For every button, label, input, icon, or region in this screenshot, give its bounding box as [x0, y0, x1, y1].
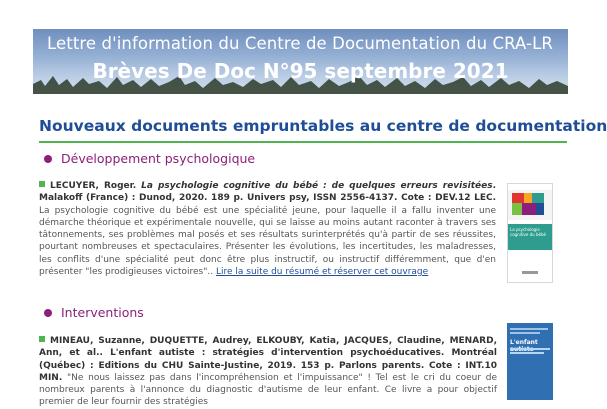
cover-subtitle-decoration — [510, 352, 544, 354]
newsletter-banner — [33, 29, 568, 94]
cover-text-line-decoration — [510, 328, 548, 330]
entry-authors: MINEAU, Suzanne, DUQUETTE, Audrey, ELKOUBY, Katia, JACQUES, Claudine, MENARD, Ann, et al.. — [39, 336, 497, 359]
publisher-logo-decoration — [522, 271, 538, 274]
document-entry — [39, 335, 497, 409]
category-heading-developpement — [44, 151, 444, 166]
category-heading-interventions — [44, 305, 444, 320]
book-cover-illustration — [508, 190, 552, 220]
square-bullet-icon — [39, 181, 45, 187]
entry-authors: LECUYER, Roger. — [50, 181, 137, 191]
newsletter-subtitle: Lettre d'information du Centre de Documentation du CRA-LR — [47, 34, 553, 53]
bullet-dot-icon — [44, 309, 52, 317]
section-title: Nouveaux documents empruntables au centre de documentation — [39, 117, 607, 135]
newsletter-title: Brèves De Doc N°95 septembre 2021 — [92, 59, 509, 83]
book-cover-title: La psychologie cognitive du bébé — [508, 224, 552, 250]
category-label: Développement psychologique — [61, 151, 256, 166]
entry-summary: "Ne nous laissez pas dans l'incompréhension et l'impuissance" ! Tel est le cri du coeur de nombreux parents à l'annonce du diagnostic d'autisme de leur enfant. Ce livre a pour objectif premier de leur fournir des stratégies — [39, 372, 497, 408]
bullet-dot-icon — [44, 155, 52, 163]
read-more-link[interactable]: Lire la suite du résumé et réserver cet ouvrage — [215, 267, 429, 278]
document-entry — [39, 180, 496, 278]
entry-details: . Malakoff (France) : Dunod, 2020. 189 p. Univers psy, ISSN 2556-4137. Cote : DEV.12 LEC. — [39, 181, 496, 204]
section-divider — [39, 141, 567, 143]
square-bullet-icon — [39, 336, 45, 342]
cover-subtitle-decoration — [510, 348, 550, 350]
entry-summary: La psychologie cognitive du bébé est une spécialité jeune, pour laquelle il a fallu inventer une démarche théorique et expérimentale nouvelle, qui se laisse au moins autant raconter à travers ses tâtonnements, ses problèmes mal posés et ses résultats surinterprétés qu'à partir de ses réussites, pourtant nombreuses et spectaculaires. Présenter les évolutions, les incertitudes, les maladresses, les conflits d'une spécialité peut donc être plus instructif, ou instructif différemment, que d'en présenter "les prodigieuses victoires".. — [39, 205, 496, 278]
entry-title: La psychologie cognitive du bébé : de quelques erreurs revisitées — [141, 181, 493, 191]
book-cover-image — [507, 183, 553, 283]
entry-details: L'enfant autiste : stratégies d'intervention psychoéducatives. Montréal (Québec) : Editions du CHU Sainte-Justine, 2019. 153 p. Parlons parents. Cote : INT.10 MIN. — [39, 348, 497, 383]
category-label: Interventions — [61, 305, 144, 320]
book-cover-title: L'enfant — [510, 339, 538, 346]
cover-text-line-decoration — [510, 332, 540, 334]
book-cover-image — [507, 323, 553, 400]
